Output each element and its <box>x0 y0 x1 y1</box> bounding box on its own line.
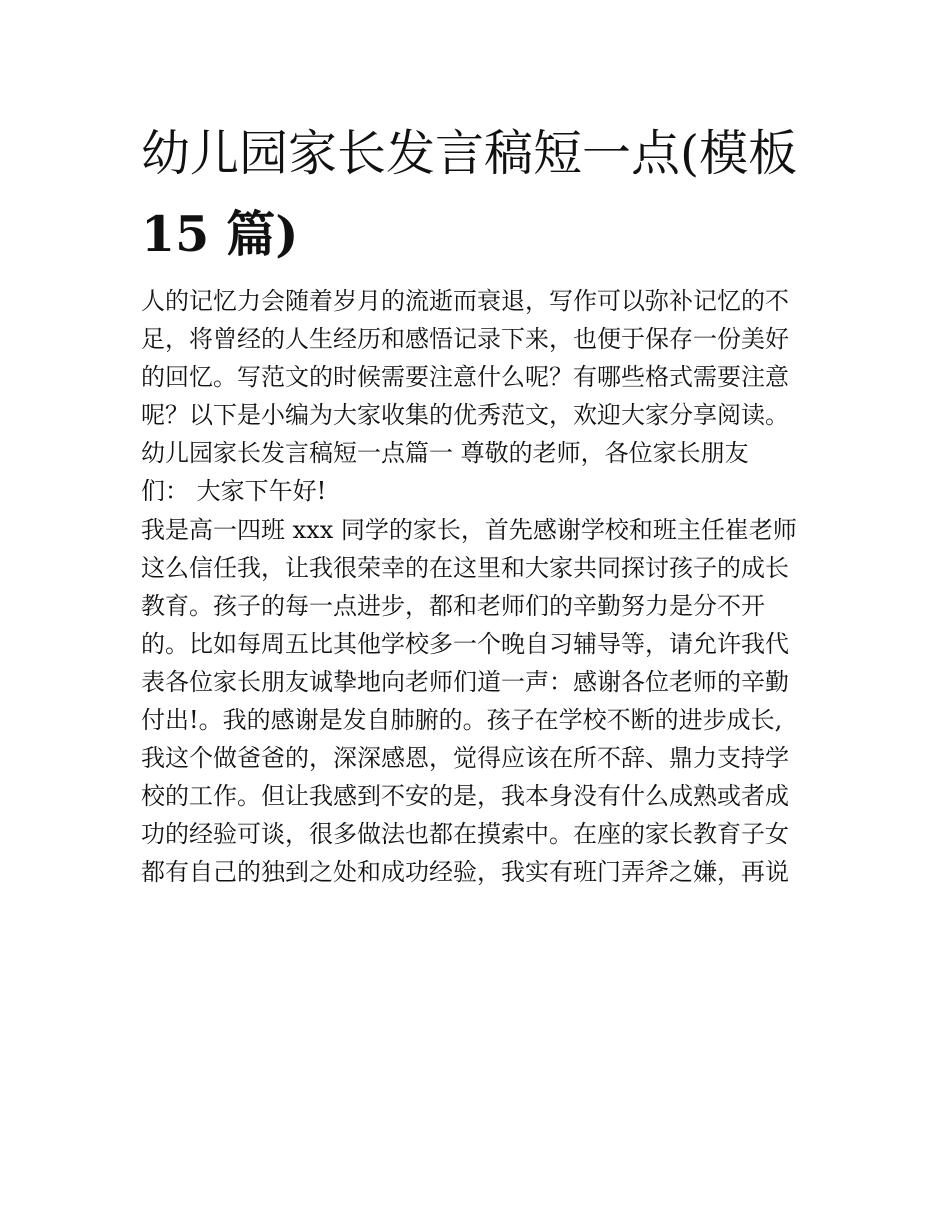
body-line: 功的经验可谈，很多做法也都在摸索中。在座的家长教育子女 <box>141 820 789 849</box>
body-line: 们： 大家下午好! <box>141 477 327 506</box>
body-line: 的回忆。写范文的时候需要注意什么呢？有哪些格式需要注意 <box>141 363 789 392</box>
document-title <box>141 114 831 275</box>
document-body <box>141 282 831 892</box>
body-line: 幼儿园家长发言稿短一点篇一 尊敬的老师，各位家长朋友 <box>141 439 749 468</box>
title-line-1: 幼儿园家长发言稿短一点(模板 <box>141 125 798 182</box>
body-line: 我这个做爸爸的，深深感恩，觉得应该在所不辞、鼎力支持学 <box>141 744 789 773</box>
title-line-2-text: 15 篇) <box>141 205 299 263</box>
body-line: 的。比如每周五比其他学校多一个晚自习辅导等，请允许我代 <box>141 629 789 658</box>
body-line: 足，将曾经的人生经历和感悟记录下来，也便于保存一份美好 <box>141 325 789 354</box>
body-line: 表各位家长朋友诚挚地向老师们道一声：感谢各位老师的辛勤 <box>141 667 789 696</box>
body-line: 我是高一四班 xxx 同学的家长，首先感谢学校和班主任崔老师 <box>141 515 797 544</box>
body-line: 都有自己的独到之处和成功经验，我实有班门弄斧之嫌，再说 <box>141 858 789 887</box>
body-line: 教育。孩子的每一点进步，都和老师们的辛勤努力是分不开 <box>141 591 765 620</box>
title-line-2 <box>141 194 831 275</box>
body-line: 付出!。我的感谢是发自肺腑的。孩子在学校不断的进步成长, <box>141 706 783 735</box>
body-line: 这么信任我，让我很荣幸的在这里和大家共同探讨孩子的成长 <box>141 553 789 582</box>
body-line: 呢？以下是小编为大家收集的优秀范文，欢迎大家分享阅读。 <box>141 401 789 430</box>
body-line: 人的记忆力会随着岁月的流逝而衰退，写作可以弥补记忆的不 <box>141 287 789 315</box>
body-line: 校的工作。但让我感到不安的是，我本身没有什么成熟或者成 <box>141 782 789 811</box>
